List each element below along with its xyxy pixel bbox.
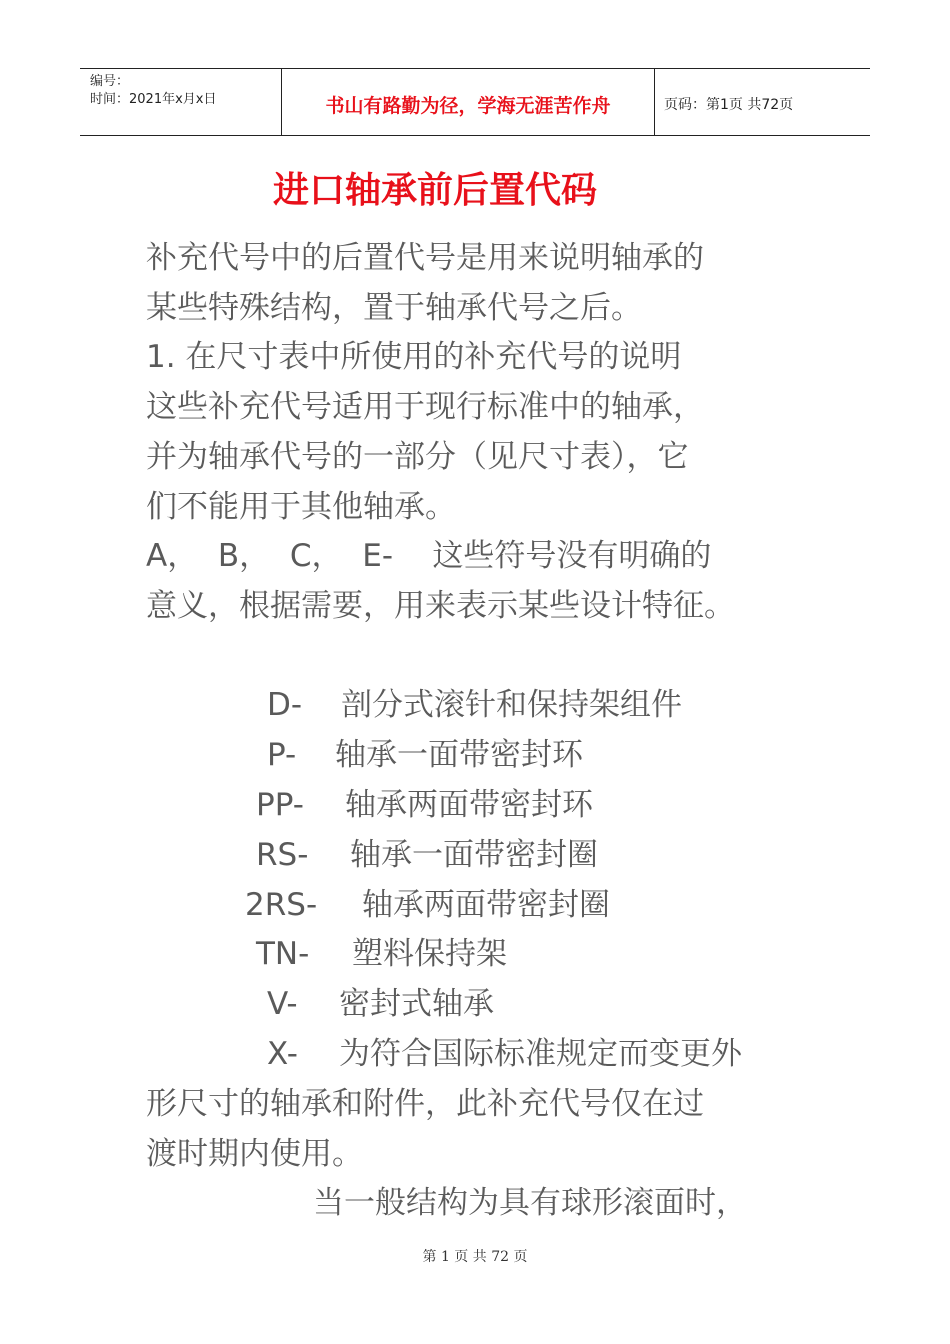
paragraph-line: 这些补充代号适用于现行标准中的轴承，	[146, 389, 704, 425]
header-meta	[90, 73, 216, 109]
code-label: TN-	[256, 936, 310, 972]
code-label: V-	[267, 986, 298, 1022]
code-description: 剖分式滚针和保持架组件	[341, 687, 682, 723]
code-description: 轴承一面带密封环	[335, 737, 583, 773]
code-label: D-	[267, 687, 303, 723]
code-description: 密封式轴承	[339, 986, 494, 1022]
code-description: 塑料保持架	[352, 936, 507, 972]
paragraph-line: 们不能用于其他轴承。	[146, 489, 456, 525]
page-header	[80, 68, 870, 136]
paragraph-line: 形尺寸的轴承和附件，此补充代号仅在过	[146, 1086, 704, 1122]
header-motto: 书山有路勤为径，学海无涯苦作舟	[325, 95, 611, 117]
code-label: X-	[267, 1036, 298, 1072]
page-footer: 第 1 页 共 72 页	[422, 1249, 528, 1265]
header-divider	[654, 69, 655, 135]
paragraph-line: 补充代号中的后置代号是用来说明轴承的	[146, 240, 704, 276]
code-description: 为符合国际标准规定而变更外	[339, 1036, 742, 1072]
code-description: 轴承一面带密封圈	[350, 837, 598, 873]
paragraph-line: 某些特殊结构，置于轴承代号之后。	[146, 290, 642, 326]
code-label: 2RS-	[245, 887, 318, 923]
code-label: PP-	[256, 787, 304, 823]
code-label: P-	[267, 737, 297, 773]
paragraph-line: 渡时期内使用。	[146, 1136, 363, 1172]
code-label: RS-	[256, 837, 309, 873]
paragraph-line: 当一般结构为具有球形滚面时，	[313, 1185, 747, 1221]
paragraph-line: A， B， C， E- 这些符号没有明确的	[146, 538, 712, 574]
code-description: 轴承两面带密封圈	[362, 887, 610, 923]
document-title: 进口轴承前后置代码	[272, 169, 597, 211]
paragraph-line: 意义，根据需要，用来表示某些设计特征。	[146, 588, 735, 624]
code-description: 轴承两面带密封环	[345, 787, 593, 823]
paragraph-line: 并为轴承代号的一部分（见尺寸表），它	[146, 439, 689, 475]
header-page-number: 页码：第1页 共72页	[664, 97, 794, 113]
document-number: 编号：	[90, 74, 130, 89]
document-time: 时间：2021年x月x日	[90, 92, 217, 107]
paragraph-line: 1. 在尺寸表中所使用的补充代号的说明	[146, 339, 682, 375]
